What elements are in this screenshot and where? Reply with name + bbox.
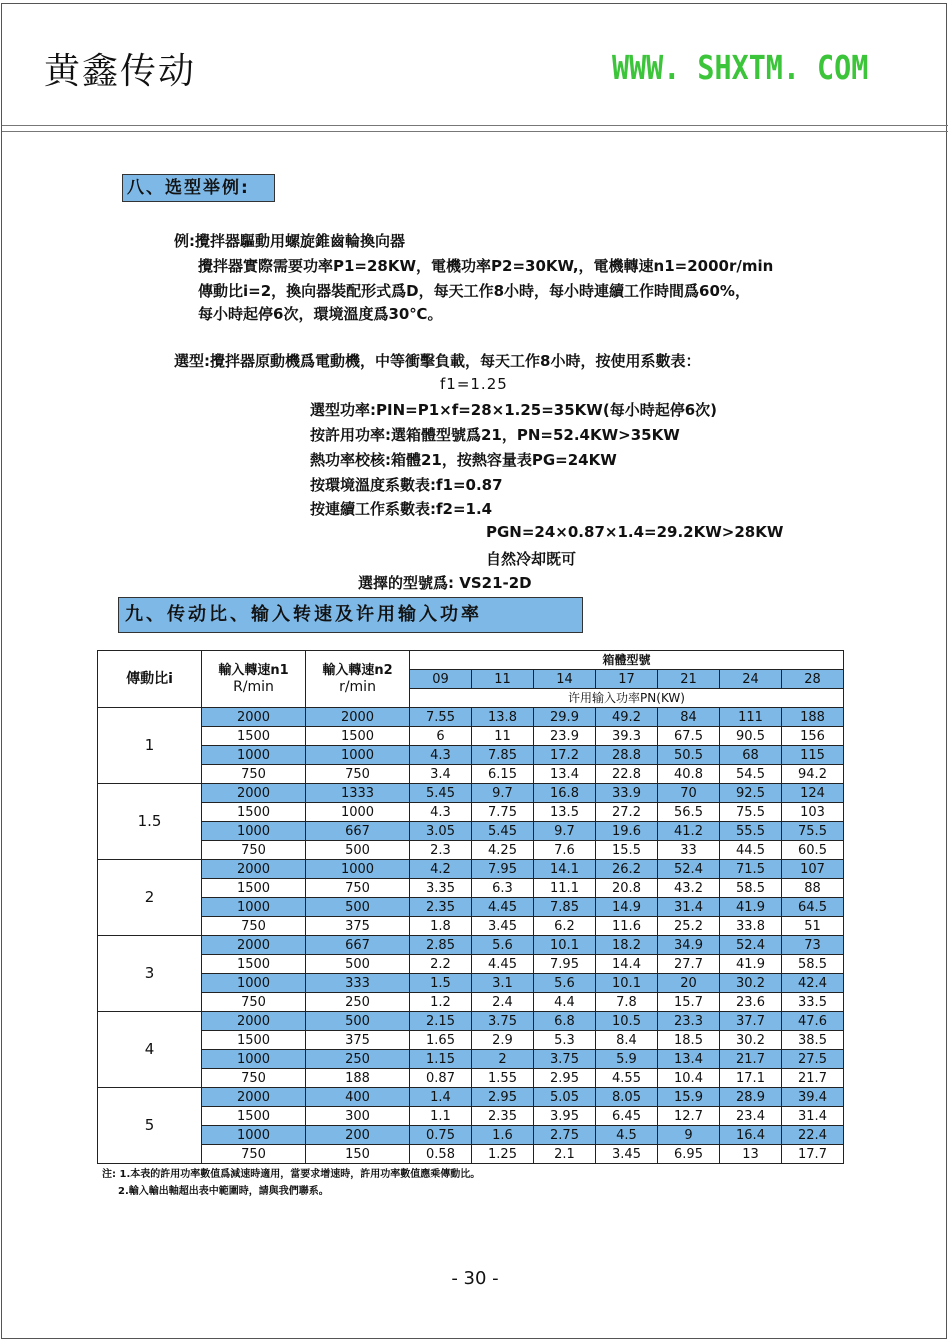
power-cell: 54.5	[720, 765, 782, 784]
power-cell: 6.2	[534, 917, 596, 936]
n1-cell: 1500	[202, 1031, 306, 1050]
brand-logo-text: 黄鑫传动	[44, 51, 197, 92]
power-cell: 94.2	[782, 765, 844, 784]
power-cell: 1.55	[472, 1069, 534, 1088]
example-line-3: 傳動比i=2，換向器裝配形式爲D，每天工作8小時，每小時連續工作時間爲60%，	[198, 282, 750, 300]
n2-cell: 500	[306, 841, 410, 860]
page-number: - 30 -	[451, 1268, 499, 1289]
power-cell: 75.5	[782, 822, 844, 841]
power-cell: 10.1	[596, 974, 658, 993]
power-cell: 31.4	[658, 898, 720, 917]
power-cell: 68	[720, 746, 782, 765]
power-cell: 10.4	[658, 1069, 720, 1088]
n1-cell: 2000	[202, 1088, 306, 1107]
n2-cell: 200	[306, 1126, 410, 1145]
power-cell: 2.95	[534, 1069, 596, 1088]
power-cell: 40.8	[658, 765, 720, 784]
example-line-2: 攪拌器實際需要功率P1=28KW，電機功率P2=30KW,，電機轉速n1=2000r/min	[198, 257, 774, 275]
power-cell: 1.4	[410, 1088, 472, 1107]
power-cell: 21.7	[782, 1069, 844, 1088]
power-cell: 115	[782, 746, 844, 765]
power-cell: 23.6	[720, 993, 782, 1012]
power-cell: 2.85	[410, 936, 472, 955]
power-cell: 103	[782, 803, 844, 822]
power-cell: 4.45	[472, 898, 534, 917]
power-cell: 2.9	[472, 1031, 534, 1050]
power-cell: 18.5	[658, 1031, 720, 1050]
power-cell: 90.5	[720, 727, 782, 746]
power-cell: 51	[782, 917, 844, 936]
power-cell: 73	[782, 936, 844, 955]
n1-cell: 1500	[202, 803, 306, 822]
power-cell: 58.5	[782, 955, 844, 974]
power-cell: 33.9	[596, 784, 658, 803]
power-cell: 92.5	[720, 784, 782, 803]
n1-cell: 750	[202, 917, 306, 936]
power-cell: 33.5	[782, 993, 844, 1012]
power-cell: 60.5	[782, 841, 844, 860]
example-line-1: 例:攪拌器驅動用螺旋錐齒輪換向器	[174, 232, 406, 250]
website-link[interactable]: WWW. SHXTM. COM	[612, 48, 869, 87]
section-9-heading: 九、传动比、输入转速及许用输入功率	[118, 597, 583, 633]
power-cell: 19.6	[596, 822, 658, 841]
power-cell: 1.6	[472, 1126, 534, 1145]
power-cell: 14.1	[534, 860, 596, 879]
selection-cooling: 自然冷却既可	[486, 550, 577, 568]
power-cell: 6.95	[658, 1145, 720, 1164]
selection-temp-factor: 按環境溫度系數表:f1=0.87	[310, 476, 503, 494]
n1-cell: 1000	[202, 1126, 306, 1145]
power-cell: 71.5	[720, 860, 782, 879]
header-power: 许用输入功率PN(KW)	[410, 689, 844, 708]
power-cell: 49.2	[596, 708, 658, 727]
power-cell: 27.2	[596, 803, 658, 822]
power-cell: 30.2	[720, 974, 782, 993]
power-cell: 84	[658, 708, 720, 727]
power-cell: 42.4	[782, 974, 844, 993]
n2-cell: 500	[306, 955, 410, 974]
n2-cell: 500	[306, 898, 410, 917]
power-cell: 8.4	[596, 1031, 658, 1050]
table-row	[98, 1050, 844, 1069]
n2-cell: 1000	[306, 803, 410, 822]
power-cell: 6	[410, 727, 472, 746]
selection-intro: 選型:攪拌器原動機爲電動機，中等衝擊負載，每天工作8小時，按使用系數表：	[174, 352, 701, 370]
power-cell: 2.95	[472, 1088, 534, 1107]
n2-cell: 1000	[306, 860, 410, 879]
power-cell: 41.2	[658, 822, 720, 841]
header-n2-unit: r/min	[339, 678, 376, 695]
power-cell: 8.05	[596, 1088, 658, 1107]
power-cell: 28.8	[596, 746, 658, 765]
power-cell: 25.2	[658, 917, 720, 936]
selection-thermal-check: 熱功率校核:箱體21，按熱容量表PG=24KW	[310, 451, 617, 469]
power-cell: 20	[658, 974, 720, 993]
n2-cell: 375	[306, 917, 410, 936]
power-cell: 14.9	[596, 898, 658, 917]
power-cell: 1.65	[410, 1031, 472, 1050]
power-cell: 31.4	[782, 1107, 844, 1126]
power-cell: 11.6	[596, 917, 658, 936]
selection-result: 選擇的型號爲: VS21-2D	[358, 574, 532, 592]
power-rating-table	[97, 650, 844, 1164]
power-cell: 75.5	[720, 803, 782, 822]
table-row	[98, 860, 844, 879]
n2-cell: 400	[306, 1088, 410, 1107]
power-cell: 1.2	[410, 993, 472, 1012]
power-cell: 2.75	[534, 1126, 596, 1145]
n2-cell: 250	[306, 993, 410, 1012]
n1-cell: 1000	[202, 974, 306, 993]
table-row	[98, 803, 844, 822]
table-row	[98, 898, 844, 917]
power-cell: 3.1	[472, 974, 534, 993]
n1-cell: 1500	[202, 879, 306, 898]
power-cell: 13.4	[658, 1050, 720, 1069]
power-cell: 2.3	[410, 841, 472, 860]
power-cell: 43.2	[658, 879, 720, 898]
power-cell: 56.5	[658, 803, 720, 822]
power-cell: 9	[658, 1126, 720, 1145]
power-cell: 6.8	[534, 1012, 596, 1031]
power-cell: 4.5	[596, 1126, 658, 1145]
power-cell: 38.5	[782, 1031, 844, 1050]
table-row	[98, 1069, 844, 1088]
power-cell: 2.35	[472, 1107, 534, 1126]
power-cell: 3.45	[596, 1145, 658, 1164]
power-cell: 22.8	[596, 765, 658, 784]
table-row	[98, 936, 844, 955]
n1-cell: 1000	[202, 1050, 306, 1069]
table-row	[98, 1031, 844, 1050]
n2-cell: 1000	[306, 746, 410, 765]
n2-cell: 2000	[306, 708, 410, 727]
table-row	[98, 765, 844, 784]
note-1: 注: 1.本表的許用功率數值爲減速時適用，當要求增速時，許用功率數值應乘傳動比。	[102, 1169, 481, 1180]
table-row	[98, 784, 844, 803]
header-size-28: 28	[782, 670, 844, 689]
header-n2-title: 輸入轉速n2	[322, 662, 393, 678]
power-cell: 11	[472, 727, 534, 746]
section-8-heading: 八、选型举例:	[122, 174, 275, 202]
power-cell: 13	[720, 1145, 782, 1164]
power-cell: 1.15	[410, 1050, 472, 1069]
power-cell: 17.2	[534, 746, 596, 765]
table-row	[98, 841, 844, 860]
power-cell: 3.45	[472, 917, 534, 936]
n2-cell: 150	[306, 1145, 410, 1164]
power-cell: 55.5	[720, 822, 782, 841]
power-cell: 6.3	[472, 879, 534, 898]
power-cell: 28.9	[720, 1088, 782, 1107]
power-cell: 1.5	[410, 974, 472, 993]
power-cell: 33	[658, 841, 720, 860]
power-cell: 22.4	[782, 1126, 844, 1145]
power-cell: 5.6	[534, 974, 596, 993]
power-cell: 124	[782, 784, 844, 803]
selection-allowed-power: 按許用功率:選箱體型號爲21，PN=52.4KW>35KW	[310, 426, 680, 444]
n2-cell: 750	[306, 765, 410, 784]
power-cell: 4.25	[472, 841, 534, 860]
power-cell: 156	[782, 727, 844, 746]
header-size-17: 17	[596, 670, 658, 689]
table-row	[98, 955, 844, 974]
n2-cell: 188	[306, 1069, 410, 1088]
table-row	[98, 974, 844, 993]
power-cell: 2.35	[410, 898, 472, 917]
power-cell: 39.3	[596, 727, 658, 746]
n2-cell: 1500	[306, 727, 410, 746]
power-cell: 20.8	[596, 879, 658, 898]
power-cell: 2.4	[472, 993, 534, 1012]
power-cell: 11.1	[534, 879, 596, 898]
header-size-21: 21	[658, 670, 720, 689]
table-row	[98, 1107, 844, 1126]
power-cell: 5.45	[410, 784, 472, 803]
power-cell: 70	[658, 784, 720, 803]
power-cell: 27.5	[782, 1050, 844, 1069]
ratio-cell: 1	[98, 708, 202, 784]
table-row	[98, 1088, 844, 1107]
power-cell: 3.75	[472, 1012, 534, 1031]
header-size-11: 11	[472, 670, 534, 689]
power-cell: 2.1	[534, 1145, 596, 1164]
power-cell: 1.25	[472, 1145, 534, 1164]
selection-pgn: PGN=24×0.87×1.4=29.2KW>28KW	[486, 523, 784, 541]
power-cell: 1.1	[410, 1107, 472, 1126]
power-cell: 17.7	[782, 1145, 844, 1164]
power-cell: 3.75	[534, 1050, 596, 1069]
n1-cell: 2000	[202, 784, 306, 803]
power-cell: 23.4	[720, 1107, 782, 1126]
n2-cell: 1333	[306, 784, 410, 803]
table-row	[98, 708, 844, 727]
n2-cell: 667	[306, 936, 410, 955]
header-size-14: 14	[534, 670, 596, 689]
header-ratio: 傳動比i	[98, 651, 202, 708]
power-cell: 13.8	[472, 708, 534, 727]
power-cell: 15.5	[596, 841, 658, 860]
n1-cell: 1500	[202, 1107, 306, 1126]
table-row	[98, 917, 844, 936]
power-cell: 4.2	[410, 860, 472, 879]
power-cell: 33.8	[720, 917, 782, 936]
header-divider	[2, 125, 948, 126]
power-cell: 15.7	[658, 993, 720, 1012]
table-row	[98, 879, 844, 898]
power-cell: 29.9	[534, 708, 596, 727]
power-cell: 1.8	[410, 917, 472, 936]
power-cell: 58.5	[720, 879, 782, 898]
power-cell: 5.9	[596, 1050, 658, 1069]
power-cell: 21.7	[720, 1050, 782, 1069]
n1-cell: 2000	[202, 1012, 306, 1031]
power-cell: 111	[720, 708, 782, 727]
power-cell: 2	[472, 1050, 534, 1069]
n1-cell: 1500	[202, 955, 306, 974]
table-row	[98, 1145, 844, 1164]
power-cell: 41.9	[720, 955, 782, 974]
n1-cell: 1000	[202, 746, 306, 765]
power-cell: 4.3	[410, 803, 472, 822]
power-cell: 39.4	[782, 1088, 844, 1107]
power-cell: 0.87	[410, 1069, 472, 1088]
notes	[102, 1166, 480, 1200]
note-2: 2.輸入輸出軸超出表中範圍時，請與我們聯系。	[118, 1186, 329, 1197]
power-cell: 2.2	[410, 955, 472, 974]
n1-cell: 2000	[202, 860, 306, 879]
header-divider-secondary	[2, 131, 948, 132]
ratio-cell: 4	[98, 1012, 202, 1088]
power-cell: 3.4	[410, 765, 472, 784]
power-cell: 37.7	[720, 1012, 782, 1031]
power-cell: 5.05	[534, 1088, 596, 1107]
n1-cell: 750	[202, 1069, 306, 1088]
power-cell: 34.9	[658, 936, 720, 955]
power-cell: 23.9	[534, 727, 596, 746]
power-cell: 14.4	[596, 955, 658, 974]
power-cell: 4.3	[410, 746, 472, 765]
power-cell: 18.2	[596, 936, 658, 955]
ratio-cell: 5	[98, 1088, 202, 1164]
power-cell: 13.4	[534, 765, 596, 784]
power-cell: 0.75	[410, 1126, 472, 1145]
power-cell: 16.4	[720, 1126, 782, 1145]
ratio-cell: 1.5	[98, 784, 202, 860]
table-row	[98, 727, 844, 746]
header-n2	[306, 651, 410, 708]
power-cell: 13.5	[534, 803, 596, 822]
power-cell: 10.1	[534, 936, 596, 955]
power-cell: 4.55	[596, 1069, 658, 1088]
power-cell: 15.9	[658, 1088, 720, 1107]
n1-cell: 1000	[202, 822, 306, 841]
power-cell: 67.5	[658, 727, 720, 746]
n2-cell: 375	[306, 1031, 410, 1050]
power-cell: 3.95	[534, 1107, 596, 1126]
power-cell: 7.55	[410, 708, 472, 727]
power-cell: 5.3	[534, 1031, 596, 1050]
table-row	[98, 1012, 844, 1031]
n2-cell: 667	[306, 822, 410, 841]
power-cell: 107	[782, 860, 844, 879]
power-cell: 52.4	[658, 860, 720, 879]
header-size-24: 24	[720, 670, 782, 689]
power-cell: 64.5	[782, 898, 844, 917]
table-row	[98, 746, 844, 765]
power-cell: 7.6	[534, 841, 596, 860]
table-row	[98, 993, 844, 1012]
power-cell: 9.7	[472, 784, 534, 803]
header-n1	[202, 651, 306, 708]
n1-cell: 2000	[202, 708, 306, 727]
power-cell: 188	[782, 708, 844, 727]
power-cell: 2.15	[410, 1012, 472, 1031]
n2-cell: 750	[306, 879, 410, 898]
power-cell: 4.45	[472, 955, 534, 974]
header-size-09: 09	[410, 670, 472, 689]
power-cell: 44.5	[720, 841, 782, 860]
n2-cell: 300	[306, 1107, 410, 1126]
power-cell: 30.2	[720, 1031, 782, 1050]
power-cell: 0.58	[410, 1145, 472, 1164]
power-cell: 4.4	[534, 993, 596, 1012]
power-cell: 6.45	[596, 1107, 658, 1126]
power-cell: 10.5	[596, 1012, 658, 1031]
power-cell: 7.85	[534, 898, 596, 917]
power-cell: 5.45	[472, 822, 534, 841]
power-cell: 5.6	[472, 936, 534, 955]
power-cell: 3.05	[410, 822, 472, 841]
ratio-cell: 2	[98, 860, 202, 936]
power-cell: 7.8	[596, 993, 658, 1012]
power-cell: 7.95	[534, 955, 596, 974]
n1-cell: 750	[202, 993, 306, 1012]
n1-cell: 1000	[202, 898, 306, 917]
n2-cell: 500	[306, 1012, 410, 1031]
header-n1-unit: R/min	[233, 678, 274, 695]
selection-power: 選型功率:PIN=P1×f=28×1.25=35KW(每小時起停6次)	[310, 401, 718, 419]
example-line-4: 每小時起停6次，環境溫度爲30℃。	[198, 305, 443, 323]
power-cell: 88	[782, 879, 844, 898]
power-cell: 7.75	[472, 803, 534, 822]
power-cell: 52.4	[720, 936, 782, 955]
power-cell: 9.7	[534, 822, 596, 841]
n1-cell: 750	[202, 765, 306, 784]
power-cell: 7.95	[472, 860, 534, 879]
power-cell: 16.8	[534, 784, 596, 803]
ratio-cell: 3	[98, 936, 202, 1012]
header-housing: 箱體型號	[410, 651, 844, 670]
power-cell: 17.1	[720, 1069, 782, 1088]
power-cell: 7.85	[472, 746, 534, 765]
power-cell: 6.15	[472, 765, 534, 784]
selection-cont-factor: 按連續工作系數表:f2=1.4	[310, 500, 493, 518]
power-cell: 27.7	[658, 955, 720, 974]
n1-cell: 1500	[202, 727, 306, 746]
selection-f1: f1=1.25	[440, 375, 508, 393]
table-row	[98, 1126, 844, 1145]
power-cell: 41.9	[720, 898, 782, 917]
power-cell: 12.7	[658, 1107, 720, 1126]
n1-cell: 750	[202, 841, 306, 860]
power-cell: 26.2	[596, 860, 658, 879]
header-n1-title: 輸入轉速n1	[218, 662, 289, 678]
n1-cell: 2000	[202, 936, 306, 955]
table-row	[98, 822, 844, 841]
n2-cell: 250	[306, 1050, 410, 1069]
power-cell: 23.3	[658, 1012, 720, 1031]
n1-cell: 750	[202, 1145, 306, 1164]
n2-cell: 333	[306, 974, 410, 993]
power-cell: 3.35	[410, 879, 472, 898]
power-cell: 47.6	[782, 1012, 844, 1031]
power-cell: 50.5	[658, 746, 720, 765]
